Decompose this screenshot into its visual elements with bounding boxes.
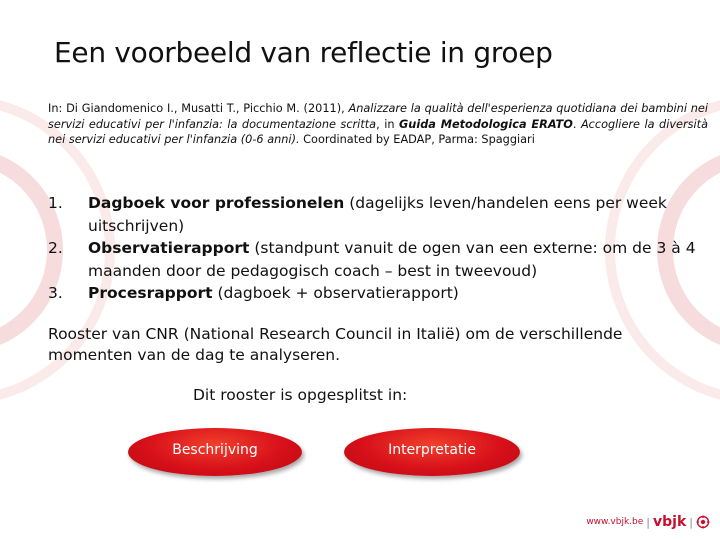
page-title: Een voorbeeld van reflectie in groep — [54, 36, 553, 69]
list-item-text: (standpunt vanuit de ogen van een externe: om de 3 à 4 maanden door de pedagogisch coach – best in tweevoud) — [88, 239, 696, 280]
beschrijving-button[interactable] — [128, 428, 302, 476]
vbjk-logo-icon — [696, 515, 710, 529]
citation-period: . — [572, 117, 581, 131]
citation-title: Analizzare la qualità dell'esperienza quotidiana dei bambini nei servizi educativi per l'infanzia: la documentazione scritta — [48, 102, 708, 131]
list-item-text: (dagboek + observatierapport) — [212, 284, 459, 302]
cnr-paragraph: Rooster van CNR (National Research Council in Italië) om de verschillende momenten van de dag te analyseren. — [48, 325, 623, 364]
report-types-list — [48, 192, 716, 305]
interpretatie-label: Interpretatie — [388, 442, 476, 458]
list-number: 3. — [48, 284, 63, 302]
citation-series: Guida Metodologica ERATO — [399, 117, 573, 131]
list-number: 1. — [48, 194, 63, 212]
citation-in-label: , in — [376, 117, 400, 131]
citation-subtitle: Accogliere la diversità nei servizi educativi per l'infanzia (0-6 anni). — [48, 117, 709, 146]
footer-url[interactable]: www.vbjk.be — [586, 517, 644, 527]
footer-branding — [586, 514, 710, 530]
list-item — [48, 192, 716, 237]
list-number: 2. — [48, 239, 63, 257]
footer-separator: | — [646, 515, 651, 529]
list-item-title: Procesrapport — [88, 284, 213, 302]
vbjk-logo: vbjk — [653, 514, 687, 530]
citation-coordinated: Coordinated by EADAP, Parma: Spaggiari — [299, 133, 535, 146]
interpretatie-button[interactable] — [344, 428, 520, 476]
list-item-title: Dagboek voor professionelen — [88, 194, 345, 212]
beschrijving-label: Beschrijving — [172, 442, 258, 458]
list-item-text: (dagelijks leven/handelen eens per week uitschrijven) — [88, 194, 667, 235]
footer-separator: | — [689, 515, 693, 529]
grid-subheading: Dit rooster is opgesplitst in: — [193, 386, 408, 404]
list-item-title: Observatierapport — [88, 239, 250, 257]
citation — [48, 101, 708, 148]
citation-prefix: In: Di Giandomenico I., Musatti T., Picchio M. (2011), — [48, 102, 349, 115]
list-item — [48, 282, 716, 305]
list-item — [48, 237, 716, 282]
